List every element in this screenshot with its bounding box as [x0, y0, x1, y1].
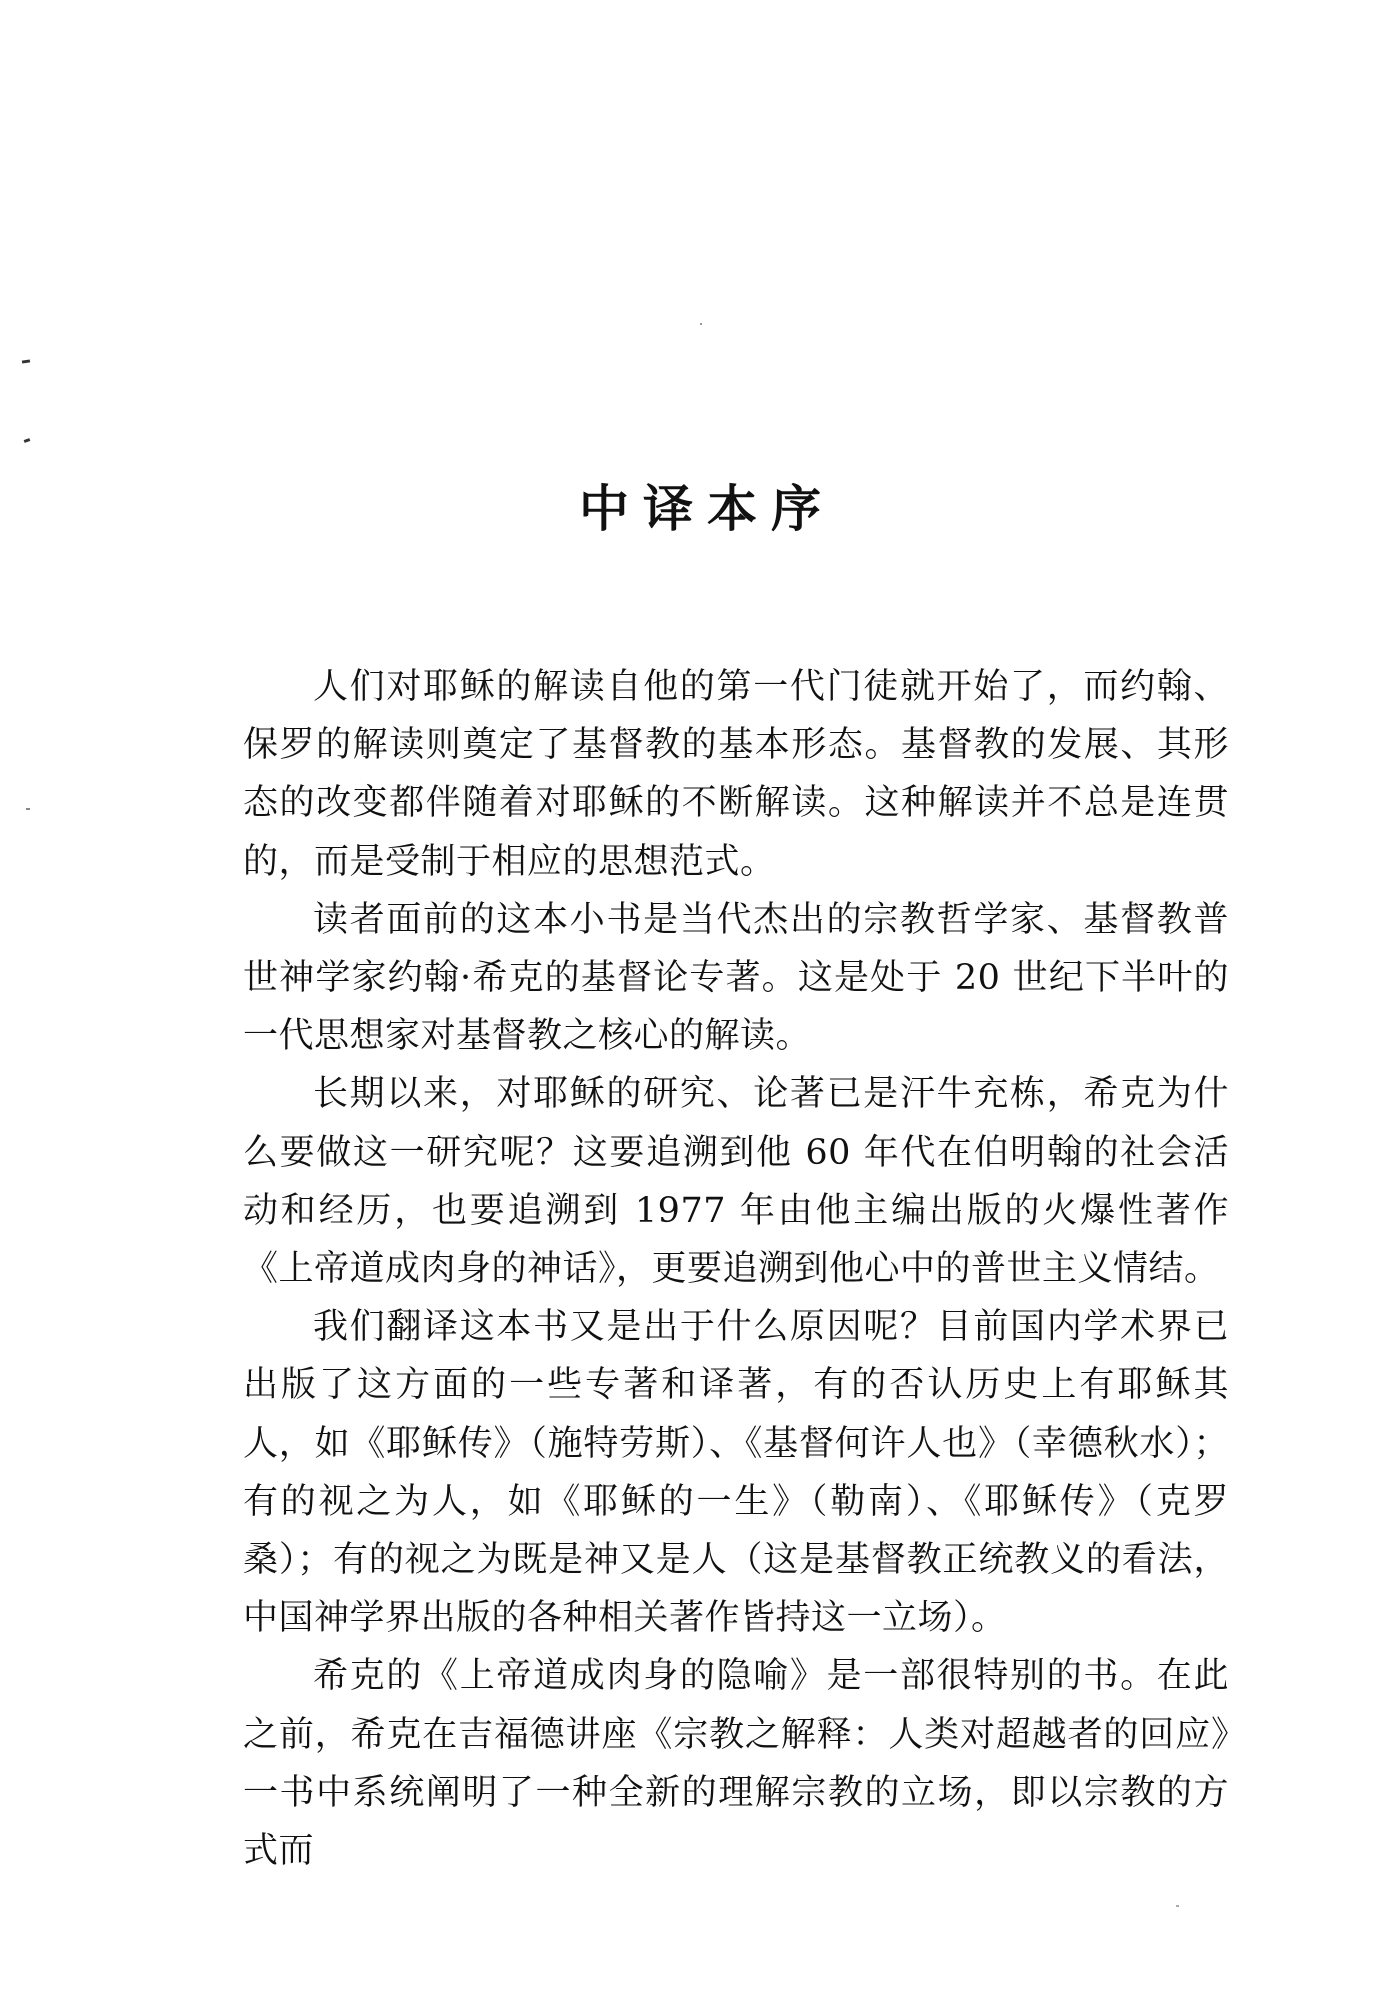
scan-speck: [1176, 1905, 1179, 1907]
page-title: 中译本序: [579, 479, 835, 538]
paragraph: 希克的《上帝道成肉身的隐喻》是一部很特别的书。在此之前，希克在吉福德讲座《宗教之解释：人类对超越者的回应》一书中系统阐明了一种全新的理解宗教的立场，即以宗教的方式而: [243, 1656, 1229, 1872]
paragraph: 长期以来，对耶稣的研究、论著已是汗牛充栋，希克为什么要做这一研究呢？这要追溯到他 60 年代在伯明翰的社会活动和经历，也要追溯到 1977 年由他主编出版的火爆性著作《上帝道成肉身的神话》，更要追溯到他心中的普世主义情结。: [243, 1074, 1229, 1290]
paragraph: 我们翻译这本书又是出于什么原因呢？目前国内学术界已出版了这方面的一些专著和译著，有的否认历史上有耶稣其人，如《耶稣传》（施特劳斯）、《基督何许人也》（幸德秋水）；有的视之为人，如《耶稣的一生》（勒南）、《耶稣传》（克罗桑）；有的视之为既是神又是人（这是基督教正统教义的看法，中国神学界出版的各种相关著作皆持这一立场）。: [243, 1307, 1229, 1639]
scan-speck: [22, 359, 30, 363]
body-text: [243, 658, 1229, 1880]
scan-speck: [24, 438, 31, 443]
scan-speck: [26, 808, 30, 810]
paragraph: 读者面前的这本小书是当代杰出的宗教哲学家、基督教普世神学家约翰·希克的基督论专著。这是处于 20 世纪下半叶的一代思想家对基督教之核心的解读。: [243, 899, 1229, 1057]
scan-speck: [700, 323, 702, 325]
paragraph: 人们对耶稣的解读自他的第一代门徒就开始了，而约翰、保罗的解读则奠定了基督教的基本形态。基督教的发展、其形态的改变都伴随着对耶稣的不断解读。这种解读并不总是连贯的，而是受制于相应的思想范式。: [243, 667, 1229, 882]
